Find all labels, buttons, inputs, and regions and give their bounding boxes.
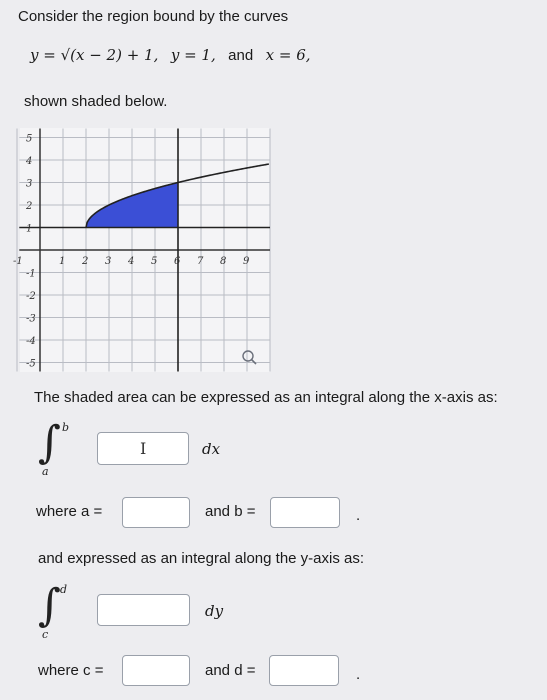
and-word: and xyxy=(228,47,254,64)
dy-label: dy xyxy=(205,602,224,620)
y-tick-label: 4 xyxy=(26,156,33,167)
graph-canvas xyxy=(13,128,270,372)
b-value-input[interactable] xyxy=(270,497,340,528)
problem-statement: Consider the region bound by the curves xyxy=(18,8,289,25)
lower-limit-a: a xyxy=(42,465,49,478)
x-tick-label: 2 xyxy=(82,256,89,267)
integral-sign-x: ∫ xyxy=(38,417,61,468)
y-tick-label: 3 xyxy=(26,178,33,190)
text-cursor-icon: I xyxy=(140,439,147,458)
dx-label: dx xyxy=(202,440,221,458)
x-tick-label: 8 xyxy=(220,256,227,267)
integrand-x-input[interactable] xyxy=(97,432,189,465)
x-integral-prompt: The shaded area can be expressed as an integral along the x-axis as: xyxy=(34,389,498,406)
integrand-y-input[interactable] xyxy=(97,594,190,626)
period-1: . xyxy=(356,507,361,524)
x-tick-label: 9 xyxy=(243,256,250,267)
region-graph xyxy=(13,128,270,372)
curve-equations xyxy=(30,46,311,65)
y-tick-label: 5 xyxy=(26,133,33,145)
x-tick-label: 7 xyxy=(197,256,204,267)
y-tick-label: 2 xyxy=(26,201,33,212)
y-tick-label: -4 xyxy=(26,336,36,347)
y-tick-label: 1 xyxy=(26,223,33,235)
shaded-note: shown shaded below. xyxy=(24,93,168,110)
d-value-input[interactable] xyxy=(269,655,339,686)
x-tick-label: 4 xyxy=(128,256,135,267)
equation-y-equals-1: y = 1, xyxy=(170,46,216,64)
upper-limit-d: d xyxy=(60,583,68,596)
equation-x-equals-6: x = 6, xyxy=(265,46,311,64)
y-tick-label: -1 xyxy=(26,268,36,280)
x-tick-label: 3 xyxy=(105,256,112,267)
where-c-label: where c = xyxy=(38,662,104,679)
integral-sign-y: ∫ xyxy=(38,580,61,631)
y-tick-label: -5 xyxy=(26,358,36,370)
and-d-label: and d = xyxy=(205,662,256,679)
y-tick-label: -3 xyxy=(26,313,36,325)
c-value-input[interactable] xyxy=(122,655,190,686)
a-value-input[interactable] xyxy=(122,497,190,528)
and-b-label: and b = xyxy=(205,503,256,520)
x-tick-label: 6 xyxy=(174,256,181,267)
y-tick-label: -2 xyxy=(26,291,36,302)
period-2: . xyxy=(356,666,361,683)
x-tick-label: 1 xyxy=(59,256,66,267)
equation-sqrt-curve: y = √(x − 2) + 1, xyxy=(30,46,159,64)
lower-limit-c: c xyxy=(42,628,49,641)
x-tick-label: -1 xyxy=(13,256,23,267)
upper-limit-b: b xyxy=(62,421,70,434)
where-a-label: where a = xyxy=(36,503,103,520)
x-tick-label: 5 xyxy=(151,256,158,267)
y-integral-prompt: and expressed as an integral along the y-axis as: xyxy=(38,550,365,567)
